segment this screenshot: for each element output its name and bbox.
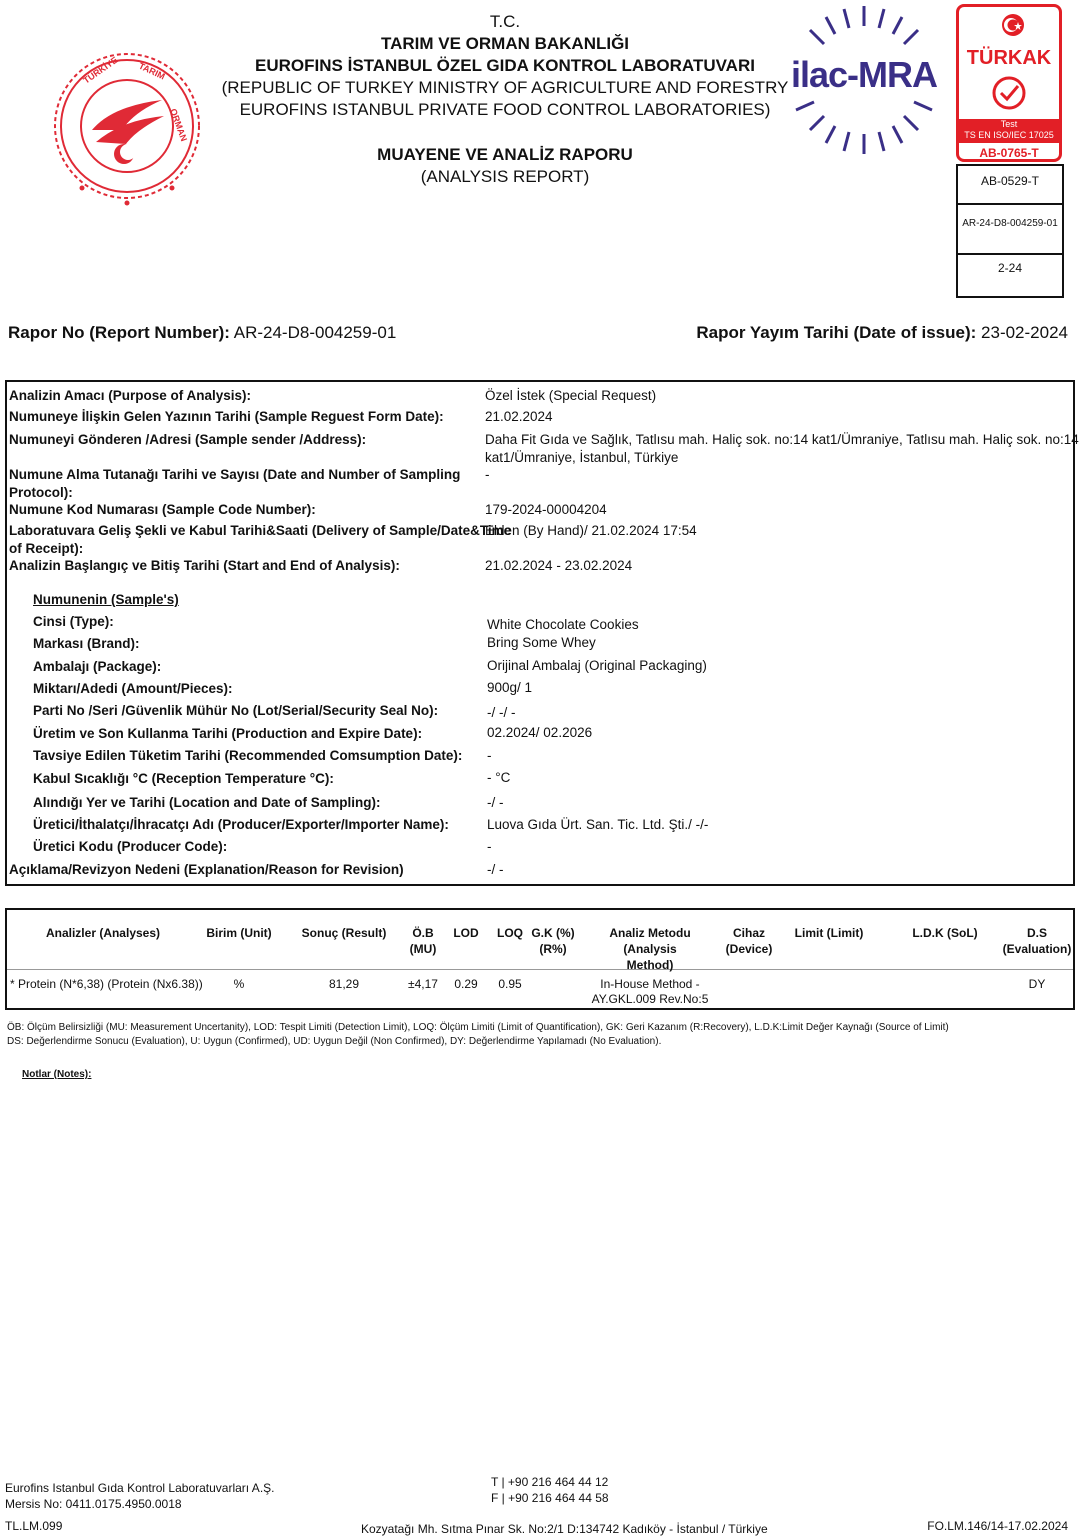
th-gk-line2: (R%) [539, 942, 567, 956]
purpose-label: Analizin Amacı (Purpose of Analysis): [9, 388, 252, 403]
header-tc: T.C. [489, 12, 521, 31]
th-ds-line1: D.S [1026, 926, 1047, 940]
th-loq: LOQ [497, 926, 523, 940]
lot-label: Parti No /Seri /Güvenlik Mühür No (Lot/Serial/Security Seal No): [33, 703, 439, 718]
header-ministry: TARIM VE ORMAN BAKANLIĞI [380, 34, 630, 53]
turkak-text: TÜRKAK [966, 47, 1052, 69]
header-lab: EUROFINS İSTANBUL ÖZEL GIDA KONTROL LABORATUVARI [255, 56, 755, 75]
code-value: 179-2024-00004204 [485, 502, 607, 517]
recommended-label: Tavsiye Edilen Tüketim Tarihi (Recommended Comsumption Date): [33, 748, 463, 763]
accreditation-number: AB-0529-T [980, 174, 1040, 188]
amount-label: Miktarı/Adedi (Amount/Pieces): [33, 681, 233, 696]
production-label: Üretim ve Son Kullanma Tarihi (Production and Expire Date): [33, 726, 423, 741]
turkak-standard: TS EN ISO/IEC 17025 [964, 130, 1054, 140]
producer-value: Luova Gıda Ürt. San. Tic. Ltd. Şti./ -/- [487, 817, 709, 832]
checkmark-icon [991, 75, 1027, 111]
th-gk-line1: G.K (%) [531, 926, 575, 940]
delivery-label-line2: of Receipt): [9, 541, 84, 556]
header-lab-en: EUROFINS ISTANBUL PRIVATE FOOD CONTROL LABORATORIES) [239, 100, 771, 119]
crescent-star-icon [1001, 13, 1025, 37]
analysis-dates-value: 21.02.2024 - 23.02.2024 [485, 558, 633, 573]
type-value: White Chocolate Cookies [487, 617, 639, 632]
cell-result: 81,29 [328, 977, 360, 991]
th-analyses: Analizler (Analyses) [45, 926, 161, 940]
th-limit: Limit (Limit) [794, 926, 864, 940]
th-method [582, 925, 718, 973]
turkak-code: AB-0765-T [979, 146, 1039, 160]
cell-ds: DY [1028, 977, 1046, 991]
th-mu [400, 925, 446, 957]
svg-text:TARIM: TARIM [137, 60, 167, 82]
location-value: -/ - [487, 795, 504, 810]
svg-text:ORMAN: ORMAN [168, 107, 190, 143]
form-date-label: Numuneye İlişkin Gelen Yazının Tarihi (Sample Reguest Form Date): [9, 409, 444, 424]
footer-tl: TL.LM.099 [5, 1519, 63, 1533]
sample-heading: Numunenin (Sample's) [33, 592, 179, 607]
turkak-test: Test [1000, 119, 1018, 129]
producer-code-value: - [487, 839, 492, 854]
sender-value-line2: kat1/Ümraniye, İstanbul, Türkiye [485, 450, 679, 465]
production-value: 02.2024/ 02.2026 [487, 725, 593, 740]
th-mu-line2: (MU) [409, 942, 437, 956]
svg-text:TÜRKİYE: TÜRKİYE [81, 54, 120, 86]
turkak-logo [956, 4, 1062, 162]
issue-date-value: 23-02-2024 [981, 323, 1068, 342]
footer-address: Kozyatağı Mh. Sıtma Pınar Sk. No:2/1 D:134742 Kadıköy - İstanbul / Türkiye [361, 1522, 768, 1536]
report-number-value: AR-24-D8-004259-01 [233, 323, 397, 342]
amount-value: 900g/ 1 [487, 680, 533, 695]
report-subtitle: (ANALYSIS REPORT) [420, 167, 590, 186]
report-code-box: AR-24-D8-004259-01 [962, 218, 1058, 229]
notes-heading: Notlar (Notes): [22, 1069, 92, 1080]
th-method-line2: Method) [626, 958, 674, 972]
producer-label: Üretici/İthalatçı/İhracatçı Adı (Producer/Exporter/Importer Name): [33, 817, 449, 832]
th-unit: Birim (Unit) [206, 926, 272, 940]
cell-loq: 0.95 [498, 977, 522, 991]
header-ministry-en: (REPUBLIC OF TURKEY MINISTRY OF AGRICULTURE AND FORESTRY [221, 78, 789, 97]
temperature-label: Kabul Sıcaklığı °C (Reception Temperature °C): [33, 771, 334, 786]
legend-line1: ÖB: Ölçüm Belirsizliği (MU: Measurement Uncertanity), LOD: Tespit Limiti (Detection Limit), LOQ: Ölçüm Limiti (Limit of Quantification), GK: Geri Kazanım (R:Recovery), L.D.K:Limit Değer Kaynağı (Source of Limit) [7, 1022, 949, 1033]
th-ds [1000, 925, 1074, 957]
sender-label: Numuneyi Gönderen /Adresi (Sample sender /Address): [9, 432, 367, 447]
package-label: Ambalajı (Package): [33, 659, 162, 674]
th-method-line1: Analiz Metodu (Analysis [609, 926, 691, 956]
th-device-line2: (Device) [725, 942, 773, 956]
cell-method [572, 977, 728, 1007]
report-title: MUAYENE VE ANALİZ RAPORU [377, 145, 633, 164]
cell-mu: ±4,17 [408, 977, 438, 991]
location-label: Alındığı Yer ve Tarihi (Location and Date of Sampling): [33, 795, 381, 810]
producer-code-label: Üretici Kodu (Producer Code): [33, 839, 228, 854]
cell-method-line2: AY.GKL.009 Rev.No:5 [591, 992, 709, 1006]
sender-value-line1: Daha Fit Gıda ve Sağlık, Tatlısu mah. Haliç sok. no:14 kat1/Ümraniye, Tatlısu mah. Haliç sok. no:14 [485, 432, 1079, 447]
legend-line2: DS: Değerlendirme Sonucu (Evaluation), U: Uygun (Confirmed), UD: Uygun Değil (Non Confirmed), DY: Değerlendirme Yapılamadı (No Evaluation). [7, 1036, 662, 1047]
temperature-value: - °C [487, 770, 511, 785]
ministry-seal [52, 38, 202, 213]
cell-lod: 0.29 [454, 977, 478, 991]
footer-fax: F | +90 216 464 44 58 [491, 1491, 609, 1505]
th-device [720, 925, 778, 957]
footer-phone: T | +90 216 464 44 12 [491, 1475, 609, 1489]
th-ds-line2: (Evaluation) [1002, 942, 1072, 956]
th-device-line1: Cihaz [732, 926, 765, 940]
analysis-dates-label: Analizin Başlangıç ve Bitiş Tarihi (Start and End of Analysis): [9, 558, 400, 573]
form-date-value: 21.02.2024 [485, 409, 553, 424]
report-number-label: Rapor No (Report Number): [8, 323, 230, 342]
issue-date [696, 323, 1068, 343]
code-label: Numune Kod Numarası (Sample Code Number): [9, 502, 316, 517]
delivery-value: Elden (By Hand)/ 21.02.2024 17:54 [485, 523, 697, 538]
cell-analysis: * Protein (N*6,38) (Protein (Nx6.38)) [10, 977, 203, 991]
sampling-value: - [485, 467, 490, 482]
issue-date-label: Rapor Yayım Tarihi (Date of issue): [696, 323, 977, 342]
package-value: Orijinal Ambalaj (Original Packaging) [487, 658, 707, 673]
recommended-value: - [487, 748, 492, 763]
sampling-label-line2: Protocol): [9, 485, 73, 500]
sampling-label-line1: Numune Alma Tutanağı Tarihi ve Sayısı (Date and Number of Sampling [9, 467, 461, 482]
report-number [8, 323, 396, 343]
ilac-mra-text: ilac-MRA [790, 54, 938, 95]
th-result: Sonuç (Result) [301, 926, 387, 940]
type-label: Cinsi (Type): [33, 614, 114, 629]
brand-value: Bring Some Whey [487, 635, 596, 650]
ilac-mra-logo [786, 2, 942, 158]
th-gk [526, 925, 580, 957]
footer-mersis: Mersis No: 0411.0175.4950.0018 [5, 1497, 182, 1511]
footer-company: Eurofins Istanbul Gıda Kontrol Laboratuvarları A.Ş. [5, 1481, 275, 1495]
accreditation-boxes [956, 164, 1064, 298]
results-table [5, 908, 1075, 1010]
cell-unit: % [233, 977, 245, 991]
explanation-value: -/ - [487, 862, 504, 877]
explanation-label: Açıklama/Revizyon Nedeni (Explanation/Reason for Revision) [9, 862, 404, 877]
th-mu-line1: Ö.B [412, 926, 434, 940]
lot-value: -/ -/ - [487, 705, 516, 720]
th-lod: LOD [453, 926, 479, 940]
th-ldk: L.D.K (SoL) [912, 926, 978, 940]
cell-method-line1: In-House Method - [600, 977, 700, 991]
delivery-label-line1: Laboratuvara Geliş Şekli ve Kabul Tarihi&Saati (Delivery of Sample/Date&Time [9, 523, 512, 538]
page-code-box: 2-24 [997, 261, 1023, 275]
brand-label: Markası (Brand): [33, 636, 140, 651]
purpose-value: Özel İstek (Special Request) [485, 388, 657, 403]
footer-form: FO.LM.146/14-17.02.2024 [927, 1519, 1068, 1533]
